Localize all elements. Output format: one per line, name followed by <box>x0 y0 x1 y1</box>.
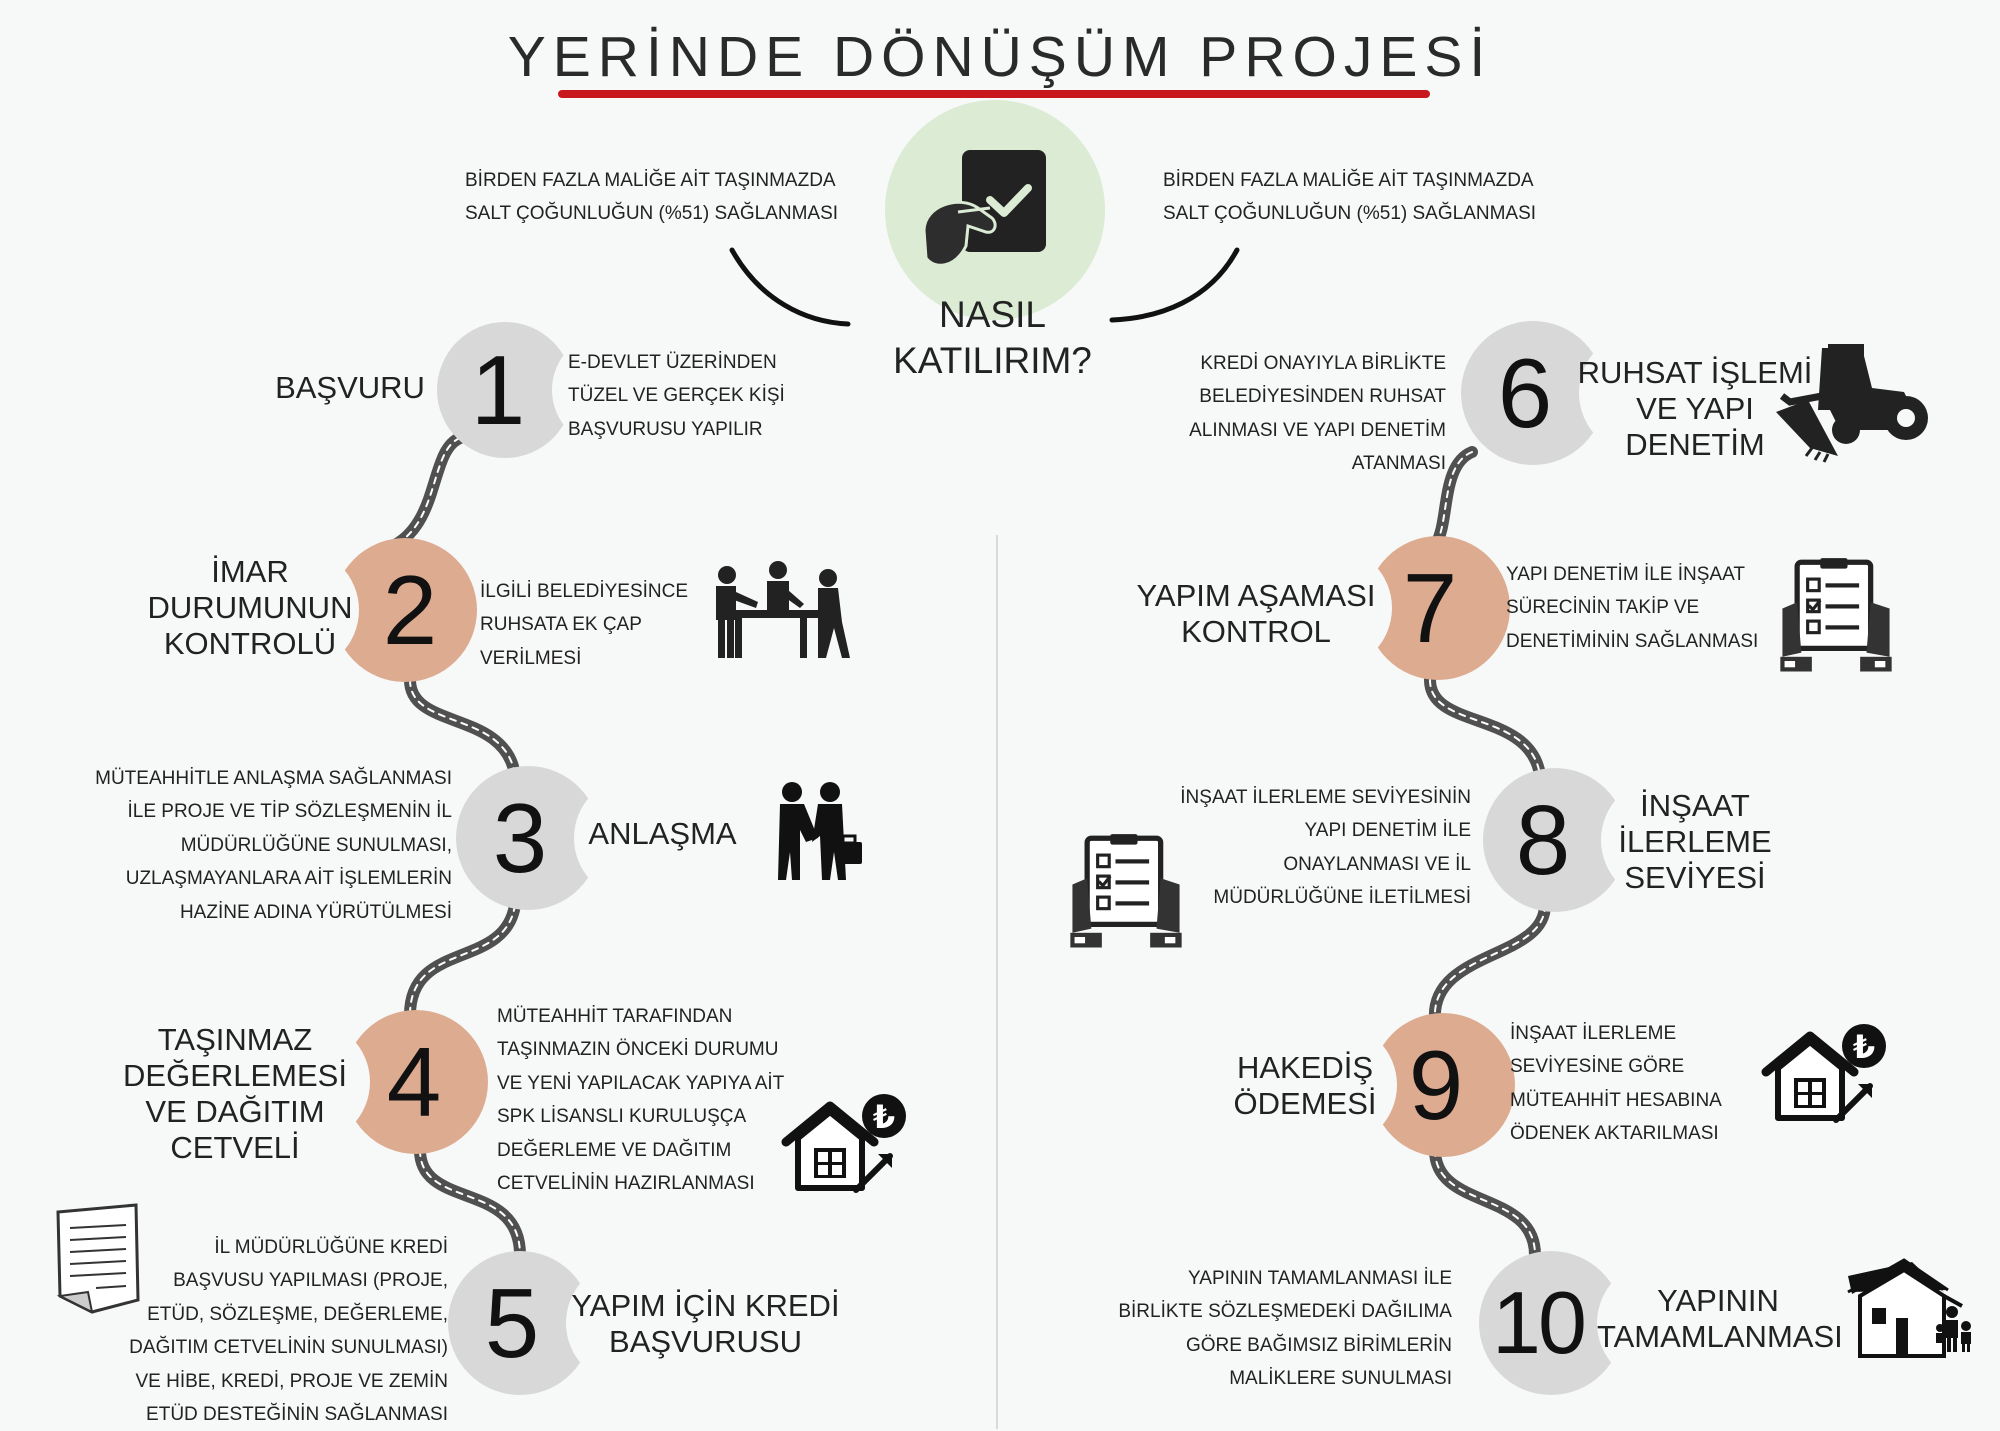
step-6-title <box>1575 355 1815 463</box>
step-3-title <box>580 816 745 852</box>
title-line: KONTROL <box>1181 614 1331 649</box>
title-line: VE DAĞITIM <box>145 1094 325 1129</box>
step-3-description <box>60 762 452 929</box>
title-line: YAPININ <box>1657 1283 1779 1318</box>
right-note-line: SALT ÇOĞUNLUĞUN (%51) SAĞLANMASI <box>1163 203 1537 225</box>
desc-line: UZLAŞMAYANLARA AİT İŞLEMLERİN <box>125 868 452 890</box>
step-10-title <box>1597 1283 1843 1355</box>
question-line: NASIL <box>939 294 1046 335</box>
title-line: DENETİM <box>1625 427 1765 462</box>
hand-tap-document-icon <box>885 100 1105 320</box>
right-note-line: BİRDEN FAZLA MALİĞE AİT TAŞINMAZDA <box>1163 170 1534 191</box>
step-1-number: 1 <box>470 335 526 445</box>
step-5-description <box>80 1231 448 1431</box>
left-note-line: SALT ÇOĞUNLUĞUN (%51) SAĞLANMASI <box>465 203 839 225</box>
step-8-number: 8 <box>1515 785 1571 895</box>
step-9-number: 9 <box>1408 1030 1464 1140</box>
desc-line: MÜDÜRLÜĞÜNE İLETİLMESİ <box>1213 887 1471 909</box>
title-line: TAŞINMAZ <box>157 1022 313 1057</box>
page-title: YERİNDE DÖNÜŞÜM PROJESİ <box>507 25 1493 89</box>
step-5-number: 5 <box>484 1268 540 1378</box>
desc-line: İNŞAAT İLERLEME <box>1510 1023 1677 1044</box>
handshake-icon <box>778 782 862 880</box>
desc-line: YAPI DENETİM İLE <box>1304 820 1471 842</box>
step-3-number: 3 <box>492 783 548 893</box>
desc-line: DEĞERLEME VE DAĞITIM <box>497 1139 732 1161</box>
desc-line: SPK LİSANSLI KURULUŞÇA <box>497 1106 747 1128</box>
desc-line: ÖDENEK AKTARILMASI <box>1510 1123 1719 1145</box>
desc-line: ETÜD, SÖZLEŞME, DEĞERLEME, <box>147 1303 448 1325</box>
desc-line: ALINMASI VE YAPI DENETİM <box>1189 419 1446 441</box>
left-note-line: BİRDEN FAZLA MALİĞE AİT TAŞINMAZDA <box>465 170 836 191</box>
title-line: KONTROLÜ <box>163 626 337 661</box>
right-arc <box>1112 250 1237 320</box>
desc-line: TAŞINMAZIN ÖNCEKİ DURUMU <box>497 1039 779 1061</box>
title-line: YAPIM İÇİN KREDİ <box>571 1288 840 1323</box>
how-to-join-question <box>860 292 1125 384</box>
desc-line: DAĞITIM CETVELİNİN SUNULMASI) <box>129 1337 448 1359</box>
step-6-description <box>1110 347 1446 481</box>
desc-line: MÜDÜRLÜĞÜNE SUNULMASI, <box>180 834 452 856</box>
desc-line: RUHSATA EK ÇAP <box>480 614 642 636</box>
step-4-description <box>497 1000 784 1200</box>
title-line: BAŞVURUSU <box>609 1324 802 1359</box>
desc-line: VERİLMESİ <box>480 647 582 669</box>
step-9-description <box>1510 1017 1722 1151</box>
house-lira-icon <box>786 1094 906 1190</box>
title-line: CETVELİ <box>170 1130 300 1165</box>
title-line: İNŞAAT <box>1640 788 1750 823</box>
question-line: KATILIRIM? <box>893 340 1092 381</box>
title-line: İMAR <box>211 554 289 589</box>
desc-line: TÜZEL VE GERÇEK KİŞİ <box>568 385 785 407</box>
step-8-title <box>1605 788 1785 896</box>
step-2-number: 2 <box>382 555 438 665</box>
step-1-title <box>260 370 440 406</box>
title-line: HAKEDİŞ <box>1236 1050 1374 1085</box>
desc-line: YAPI DENETİM İLE İNŞAAT <box>1506 564 1745 585</box>
step-7-description <box>1506 558 1758 658</box>
desc-line: İNŞAAT İLERLEME SEVİYESİNİN <box>1180 787 1471 808</box>
step-1-description <box>568 346 785 446</box>
step-7-title <box>1130 578 1382 650</box>
desc-line: VE YENİ YAPILACAK YAPIYA AİT <box>497 1072 785 1094</box>
desc-line: E-DEVLET ÜZERİNDEN <box>568 352 777 373</box>
step-9-title <box>1220 1050 1390 1122</box>
desc-line: HAZİNE ADINA YÜRÜTÜLMESİ <box>179 901 452 923</box>
desc-line: ETÜD DESTEĞİNİN SAĞLANMASI <box>146 1404 448 1426</box>
desc-line: BELEDİYESİNDEN RUHSAT <box>1199 386 1446 408</box>
step-2-description <box>480 575 688 675</box>
title-line: ANLAŞMA <box>588 816 737 851</box>
step-10-description <box>1100 1262 1452 1396</box>
title-line: ÖDEMESİ <box>1233 1086 1377 1121</box>
title-line: DEĞERLEMESİ <box>123 1058 347 1093</box>
desc-line: MÜTEAHHİT TARAFINDAN <box>497 1006 733 1027</box>
left-arc <box>732 250 848 324</box>
step-8-description <box>1130 781 1471 915</box>
desc-line: SÜRECİNİN TAKİP VE <box>1506 597 1700 619</box>
desc-line: MÜTEAHHİTLE ANLAŞMA SAĞLANMASI <box>95 768 452 789</box>
step-4-number: 4 <box>386 1027 442 1137</box>
step-6-number: 6 <box>1497 338 1553 448</box>
title-line: VE YAPI <box>1636 391 1754 426</box>
desc-line: KREDİ ONAYIYLA BİRLİKTE <box>1200 353 1446 374</box>
desc-line: MALİKLERE SUNULMASI <box>1229 1368 1452 1390</box>
desc-line: İLGİLİ BELEDİYESİNCE <box>480 581 689 602</box>
desc-line: İL MÜDÜRLÜĞÜNE KREDİ <box>214 1237 448 1258</box>
step-5-title <box>568 1288 843 1360</box>
step-4-title <box>120 1022 350 1166</box>
title-underline <box>558 90 1430 98</box>
desc-line: VE HİBE, KREDİ, PROJE VE ZEMİN <box>135 1370 448 1392</box>
title-line: BAŞVURU <box>275 370 425 405</box>
desc-line: GÖRE BAĞIMSIZ BİRİMLERİN <box>1185 1334 1452 1356</box>
step-10-number: 10 <box>1492 1273 1584 1372</box>
desc-line: DENETİMİNİN SAĞLANMASI <box>1506 630 1759 652</box>
desc-line: CETVELİNİN HAZIRLANMASI <box>497 1173 755 1195</box>
meeting-table-icon <box>716 561 850 658</box>
step-7-number: 7 <box>1402 553 1458 663</box>
right-note <box>1163 164 1536 231</box>
desc-line: BAŞVUSU YAPILMASI (PROJE, <box>173 1270 448 1292</box>
title-line: TAMAMLANMASI <box>1597 1319 1843 1354</box>
title-line: DURUMUNUN <box>147 590 353 625</box>
desc-line: BİRLİKTE SÖZLEŞMEDEKİ DAĞILIMA <box>1118 1301 1452 1323</box>
desc-line: ONAYLANMASI VE İL <box>1283 853 1471 875</box>
house-lira-icon-2 <box>1766 1024 1886 1120</box>
title-line: YAPIM AŞAMASI <box>1136 578 1376 613</box>
checklist-hands-icon <box>1780 558 1891 671</box>
desc-line: SEVİYESİNE GÖRE <box>1510 1056 1685 1078</box>
left-note <box>465 164 838 231</box>
title-line: RUHSAT İŞLEMİ <box>1577 355 1813 390</box>
desc-line: ATANMASI <box>1351 453 1446 475</box>
desc-line: BAŞVURUSU YAPILIR <box>568 418 763 440</box>
desc-line: MÜTEAHHİT HESABINA <box>1510 1089 1722 1111</box>
family-house-icon <box>1848 1260 1971 1356</box>
desc-line: YAPININ TAMAMLANMASI İLE <box>1188 1268 1452 1289</box>
title-line: SEVİYESİ <box>1624 860 1766 895</box>
step-2-title <box>145 554 355 662</box>
desc-line: İLE PROJE VE TİP SÖZLEŞMENİN İL <box>127 801 452 823</box>
title-line: İLERLEME <box>1618 824 1772 859</box>
